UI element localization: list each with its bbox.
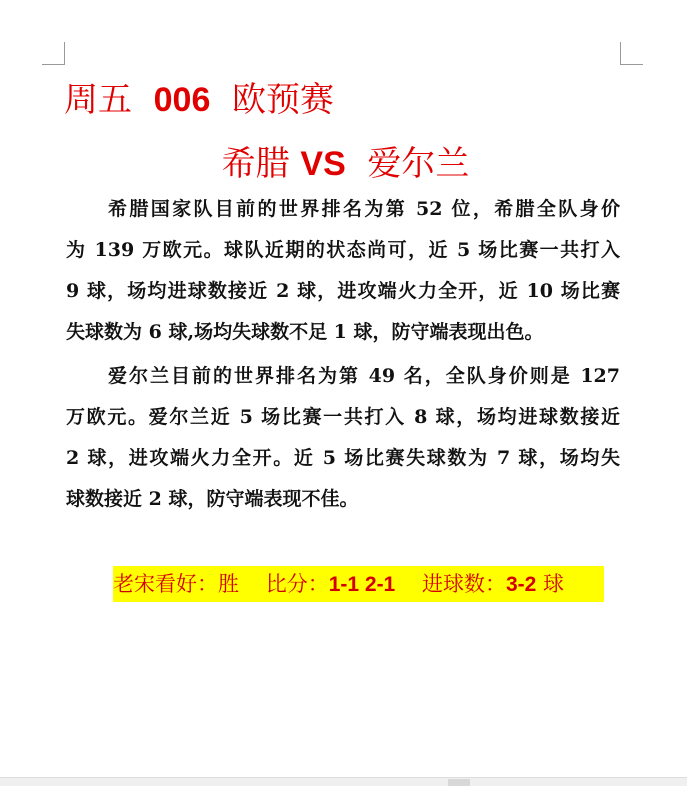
prediction-highlight [113,566,604,602]
pick-label: 老宋看好：胜 [113,572,239,596]
paragraph-line: 2 球，进攻端火力全开。近 5 场比赛失球数为 7 球，场均失 [66,447,620,469]
home-team: 希腊 [221,144,290,184]
score-label: 比分： [265,572,329,596]
goals-value: 3-2 [505,573,537,596]
paragraph-line: 万欧元。爱尔兰近 5 场比赛一共打入 8 球，场均进球数接近 [66,406,620,428]
ireland-paragraph [66,356,620,520]
paragraph-line: 球数接近 2 球，防守端表现不佳。 [66,488,359,510]
title-competition: 欧预赛 [231,80,334,120]
score-value: 1-1 2-1 [328,573,396,596]
document-title [64,72,334,121]
vs-label: VS [300,145,346,183]
page-margin-marker-left [42,42,65,65]
title-code: 006 [153,81,211,119]
paragraph-line: 失球数为 6 球,场均失球数不足 1 球，防守端表现出色。 [66,321,544,343]
greece-paragraph [66,189,620,353]
title-day: 周五 [64,80,132,120]
paragraph-line: 为 139 万欧元。球队近期的状态尚可，近 5 场比赛一共打入 [66,239,620,261]
matchup-heading [0,136,687,185]
goals-label: 进球数： [421,572,506,596]
paragraph-line: 爱尔兰目前的世界排名为第 49 名，全队身价则是 127 [108,365,620,387]
goals-unit: 球 [536,572,564,596]
page-margin-marker-right [620,42,643,65]
paragraph-line: 希腊国家队目前的世界排名为第 52 位，希腊全队身价 [108,198,620,220]
away-team: 爱尔兰 [367,144,470,184]
paragraph-line: 9 球，场均进球数接近 2 球，进攻端火力全开，近 10 场比赛 [66,280,620,302]
